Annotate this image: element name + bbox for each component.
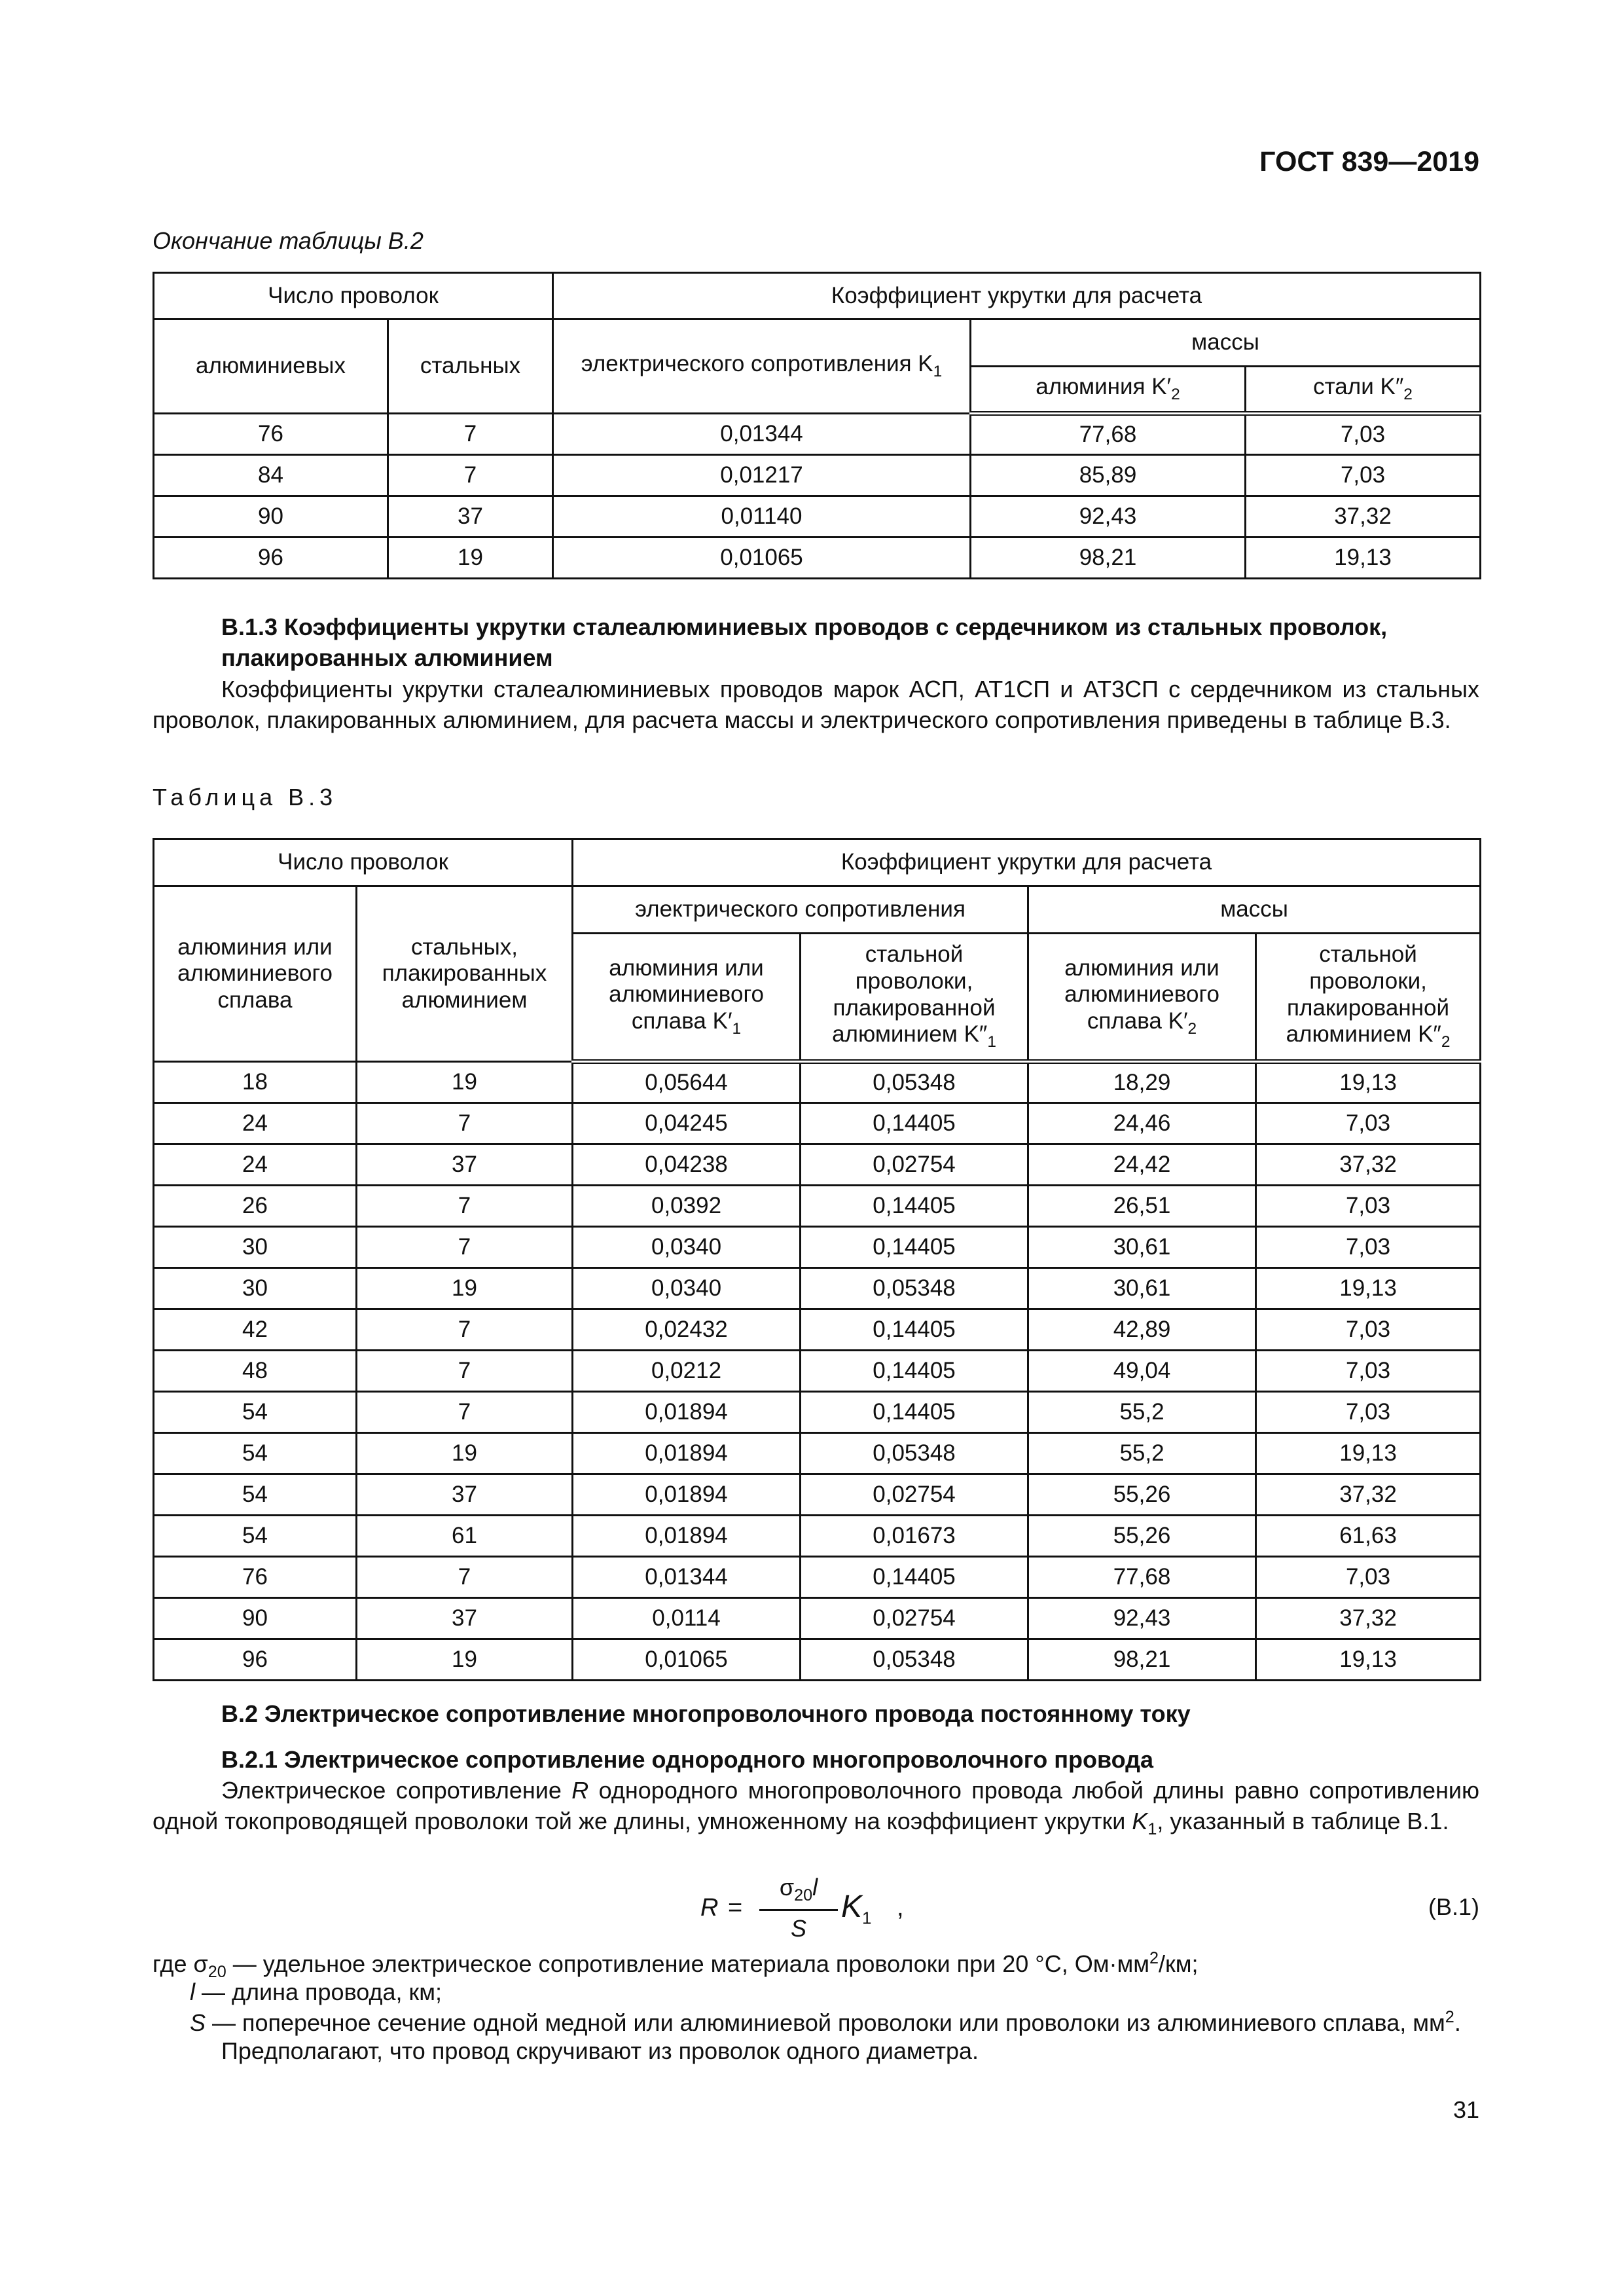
- header-mass-steel: стали $K''_2$: [1246, 367, 1481, 414]
- table-row: 84 7 0,01217 85,89 7,03: [154, 455, 1481, 496]
- table-row: 42 7 0,02432 0,14405 42,89 7,03: [154, 1309, 1481, 1351]
- table-row: 96 19 0,01065 0,05348 98,21 19,13: [154, 1639, 1481, 1681]
- section-b2-heading: В.2 Электрическое сопротивление многопроволочного провода постоянному току: [221, 1700, 1191, 1727]
- table-row: 90 37 0,01140 92,43 37,32: [154, 496, 1481, 538]
- header-coefficient: Коэффициент укрутки для расчета: [573, 839, 1481, 886]
- where-section: S — поперечное сечение одной медной или алюминиевой проволоки или проволоки из алюминиевого сплава, $мм^2$.: [190, 2008, 1461, 2036]
- table-row: 76 7 0,01344 0,14405 77,68 7,03: [154, 1557, 1481, 1598]
- header-mass-aluminium: алюминия или алюминиевого сплава $K'_2$: [1028, 934, 1256, 1062]
- table-row: 18 19 0,05644 0,05348 18,29 19,13: [154, 1062, 1481, 1103]
- header-resistance-steel: стальной проволоки, плакированной алюминием $K''_1$: [801, 934, 1028, 1062]
- header-wire-count: Число проволок: [154, 273, 553, 319]
- table-row: 54 37 0,01894 0,02754 55,26 37,32: [154, 1474, 1481, 1516]
- table-row: 48 7 0,0212 0,14405 49,04 7,03: [154, 1351, 1481, 1392]
- header-aluminium: алюминия или алюминиевого сплава: [154, 886, 357, 1062]
- page-number: 31: [1453, 2096, 1479, 2123]
- header-resistance: электрического сопротивления $K_1$: [553, 319, 971, 414]
- table-row: 54 61 0,01894 0,01673 55,26 61,63: [154, 1516, 1481, 1557]
- table-b2: [153, 272, 1481, 579]
- section-b13-text: Коэффициенты укрутки сталеалюминиевых проводов марок АСП, АТ1СП и АТ3СП с сердечником из стальных проволок, плакированных алюминием, для расчета массы и электрического сопротивления приведены в таблице В.3.: [153, 676, 1479, 733]
- formula-coefficient: $K_1$: [841, 1889, 872, 1928]
- formula-b1: R = $\sigma_{20}l$ S $K_1$ ,: [700, 1872, 936, 1944]
- header-wire-count: Число проволок: [154, 839, 573, 886]
- table-b3: [153, 838, 1481, 1681]
- formula-lhs: R: [700, 1894, 719, 1922]
- table-row: 24 37 0,04238 0,02754 24,42 37,32: [154, 1144, 1481, 1186]
- table-row: 90 37 0,0114 0,02754 92,43 37,32: [154, 1598, 1481, 1639]
- table-row: 54 19 0,01894 0,05348 55,2 19,13: [154, 1433, 1481, 1474]
- header-mass-steel: стальной проволоки, плакированной алюминием $K''_2$: [1256, 934, 1481, 1062]
- table-b2-caption: Окончание таблицы В.2: [153, 227, 424, 254]
- standard-number: ГОСТ 839—2019: [1259, 146, 1479, 177]
- header-steel: стальных, плакированных алюминием: [357, 886, 573, 1062]
- header-coefficient: Коэффициент укрутки для расчета: [553, 273, 1481, 319]
- header-mass-aluminium: алюминия $K'_2$: [971, 367, 1246, 414]
- header-mass: массы: [1028, 886, 1481, 934]
- section-b21-text: Электрическое сопротивление R однородного многопроволочного провода любой длины равно сопротивлению одной токопроводящей проволоки той же длины, умноженному на коэффициент укрутки $K_1$, указанный в таблице В.1.: [153, 1777, 1479, 1838]
- table-row: 54 7 0,01894 0,14405 55,2 7,03: [154, 1392, 1481, 1433]
- table-b3-caption: Таблица В.3: [153, 784, 338, 811]
- table-b2-body: [154, 414, 1481, 579]
- table-row: 24 7 0,04245 0,14405 24,46 7,03: [154, 1103, 1481, 1144]
- section-b21-heading: В.2.1 Электрическое сопротивление однородного многопроволочного провода: [221, 1746, 1154, 1773]
- header-resistance-aluminium: алюминия или алюминиевого сплава $K'_1$: [573, 934, 801, 1062]
- header-mass: массы: [971, 319, 1481, 367]
- section-b13-heading: [153, 612, 1479, 674]
- assumption-text: Предполагают, что провод скручивают из проволок одного диаметра.: [221, 2037, 979, 2064]
- formula-equals: =: [728, 1894, 743, 1922]
- table-row: 30 19 0,0340 0,05348 30,61 19,13: [154, 1268, 1481, 1309]
- header-resistance: электрического сопротивления: [573, 886, 1028, 934]
- formula-number: (В.1): [1428, 1893, 1479, 1920]
- section-b13-heading-line1: В.1.3 Коэффициенты укрутки сталеалюминиевых проводов с сердечником из стальных проволок,: [221, 613, 1388, 640]
- section-b13-heading-line2: плакированных алюминием: [221, 644, 553, 671]
- table-b3-body: [154, 1062, 1481, 1681]
- header-aluminium: алюминиевых: [154, 319, 388, 414]
- where-length: l — длина провода, км;: [190, 1978, 442, 2005]
- table-row: 76 7 0,01344 77,68 7,03: [154, 414, 1481, 455]
- table-row: 96 19 0,01065 98,21 19,13: [154, 538, 1481, 579]
- table-row: 30 7 0,0340 0,14405 30,61 7,03: [154, 1227, 1481, 1268]
- header-steel: стальных: [388, 319, 553, 414]
- where-sigma: где $\sigma_{20}$ — удельное электрическое сопротивление материала проволоки при 20 °С, $Ом\cdot мм^2/км$;: [153, 1949, 1199, 1982]
- formula-fraction: $\sigma_{20}l$ S: [759, 1872, 838, 1944]
- table-row: 26 7 0,0392 0,14405 26,51 7,03: [154, 1186, 1481, 1227]
